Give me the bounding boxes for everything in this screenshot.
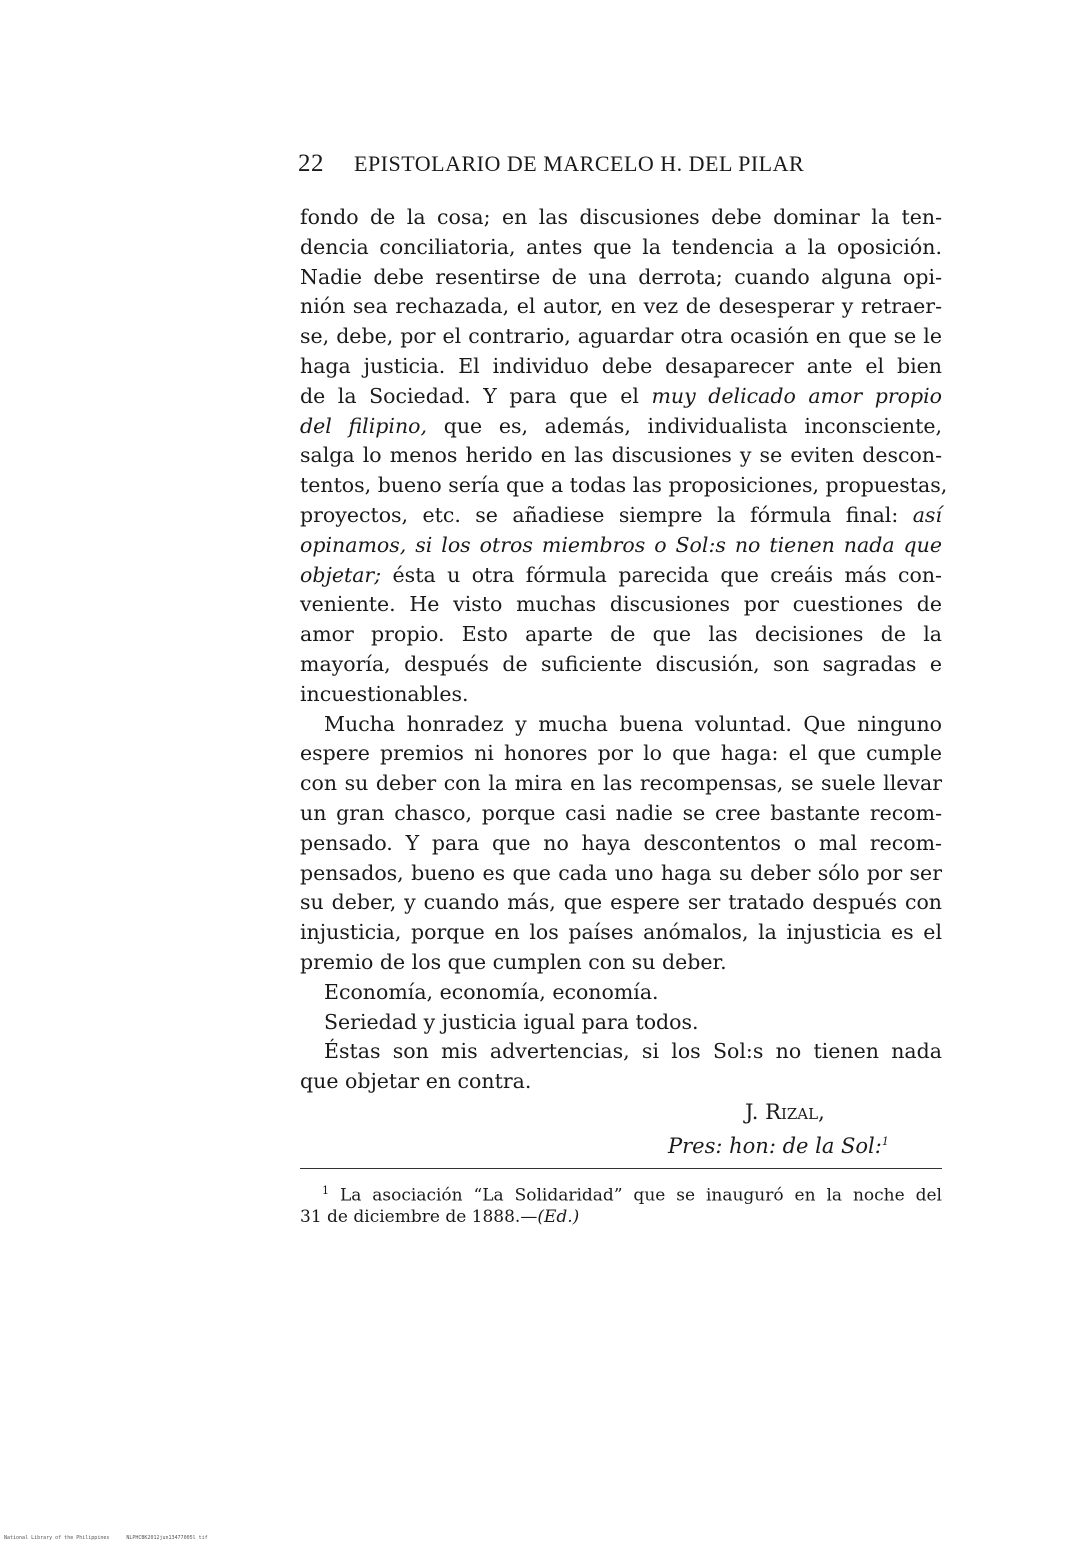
text-line — [300, 828, 942, 858]
text-line — [300, 679, 942, 709]
line-text: que es, además, individualista inconsciente, — [427, 413, 942, 438]
text-line — [300, 202, 942, 232]
text-line — [300, 619, 942, 649]
italic-text: opinamos, si los otros miembros o Sol:s no tienen nada que — [300, 532, 942, 557]
line-text: injusticia, porque en los países anómalos, la injusticia es el — [300, 920, 942, 945]
text-line — [300, 262, 942, 292]
text-line — [300, 500, 942, 530]
text-line — [300, 589, 942, 619]
line-text: pensados, bueno es que cada uno haga su deber sólo por ser — [300, 860, 942, 885]
scan-library: National Library of the Philippines — [4, 1535, 110, 1541]
running-title: EPISTOLARIO DE MARCELO H. DEL PILAR — [354, 151, 805, 176]
text-line — [300, 560, 942, 590]
text-line — [300, 917, 942, 947]
line-text: premio de los que cumplen con su deber. — [300, 950, 727, 974]
text-line — [300, 887, 942, 917]
line-text: que objetar en contra. — [300, 1069, 532, 1094]
line-text: dencia conciliatoria, antes que la tendencia a la oposición. — [300, 234, 942, 259]
text-line — [300, 440, 942, 470]
footnote-rule — [300, 1168, 942, 1169]
page-number: 22 — [298, 150, 324, 177]
line-text: espere premios ni honores por lo que haga: el que cumple — [300, 741, 942, 766]
text-line — [300, 470, 948, 500]
line-text: Éstas son mis advertencias, si los Sol:s no tienen nada — [324, 1039, 942, 1064]
line-text: tentos, bueno sería que a todas las proposiciones, propuestas, — [300, 473, 948, 498]
italic-text: muy delicado amor propio — [651, 383, 942, 408]
footnote-mark: 1 — [322, 1184, 329, 1197]
signature-title — [668, 1134, 889, 1158]
text-line — [300, 351, 942, 381]
footnote-text-1: La asociación “La Solidaridad” que se inauguró en la noche del — [339, 1185, 942, 1206]
text-line — [300, 381, 942, 411]
text-line — [300, 798, 942, 828]
line-text: un gran chasco, porque casi nadie se cree bastante recom- — [300, 801, 942, 825]
line-text: veniente. He visto muchas discusiones por cuestiones de — [300, 592, 942, 617]
line-text: de la Sociedad. Y para que el — [300, 383, 652, 408]
scan-file-id: NLPHCBK2012jun13477005l tif — [126, 1535, 208, 1541]
signature-footnote-mark: 1 — [881, 1135, 889, 1148]
scan-stamp — [4, 1535, 222, 1541]
italic-text: objetar; — [300, 562, 382, 587]
line-text: fondo de la cosa; en las discusiones debe dominar la ten- — [300, 205, 942, 229]
text-line — [300, 232, 942, 262]
line-text: su deber, y cuando más, que espere ser tratado después con — [300, 890, 942, 915]
text-line — [300, 858, 942, 888]
line-text: con su deber con la mira en las recompensas, se suele llevar — [300, 771, 942, 796]
text-line — [300, 291, 942, 321]
signature-name: J. Rizal, — [745, 1100, 825, 1124]
text-line — [324, 709, 942, 739]
text-line — [300, 530, 942, 560]
line-text: Economía, economía, economía. — [324, 979, 659, 1004]
line-text: incuestionables. — [300, 681, 469, 706]
footnote-text-2: 31 de diciembre de 1888.— — [300, 1207, 538, 1227]
line-text: ésta u otra fórmula parecida que creáis más con- — [381, 562, 942, 587]
line-text: Seriedad y justicia igual para todos. — [324, 1009, 699, 1034]
line-text: Nadie debe resentirse de una derrota; cuando alguna opi- — [300, 264, 942, 289]
footnote-line-2 — [300, 1204, 942, 1230]
signature-title-text: Pres: hon: de la Sol: — [668, 1134, 882, 1158]
line-text: nión sea rechazada, el autor, en vez de desesperar y retraer- — [300, 294, 942, 319]
italic-text: del filipino, — [300, 413, 428, 438]
line-text: mayoría, después de suficiente discusión, son sagradas e — [300, 652, 942, 676]
footnote-editor-mark: (Ed.) — [537, 1207, 580, 1227]
text-line — [324, 1007, 942, 1037]
text-line — [324, 977, 942, 1007]
text-line — [324, 1036, 942, 1066]
line-text: amor propio. Esto aparte de que las decisiones de la — [300, 622, 942, 647]
text-line — [300, 947, 942, 977]
line-text: salga lo menos herido en las discusiones y se eviten descon- — [300, 443, 942, 468]
line-text: haga justicia. El individuo debe desaparecer ante el bien — [300, 354, 942, 378]
text-line — [300, 411, 942, 441]
text-line — [300, 738, 942, 768]
line-text: pensado. Y para que no haya descontentos o mal recom- — [300, 830, 942, 855]
text-line — [300, 649, 942, 679]
running-header — [298, 150, 948, 178]
text-line — [300, 321, 942, 351]
line-text: Mucha honradez y mucha buena voluntad. Que ninguno — [324, 711, 942, 736]
line-text: proyectos, etc. se añadiese siempre la fórmula final: — [300, 503, 913, 527]
text-line — [300, 1066, 942, 1096]
italic-text: así — [912, 503, 942, 527]
text-line — [300, 768, 942, 798]
line-text: se, debe, por el contrario, aguardar otra ocasión en que se le — [300, 324, 942, 349]
